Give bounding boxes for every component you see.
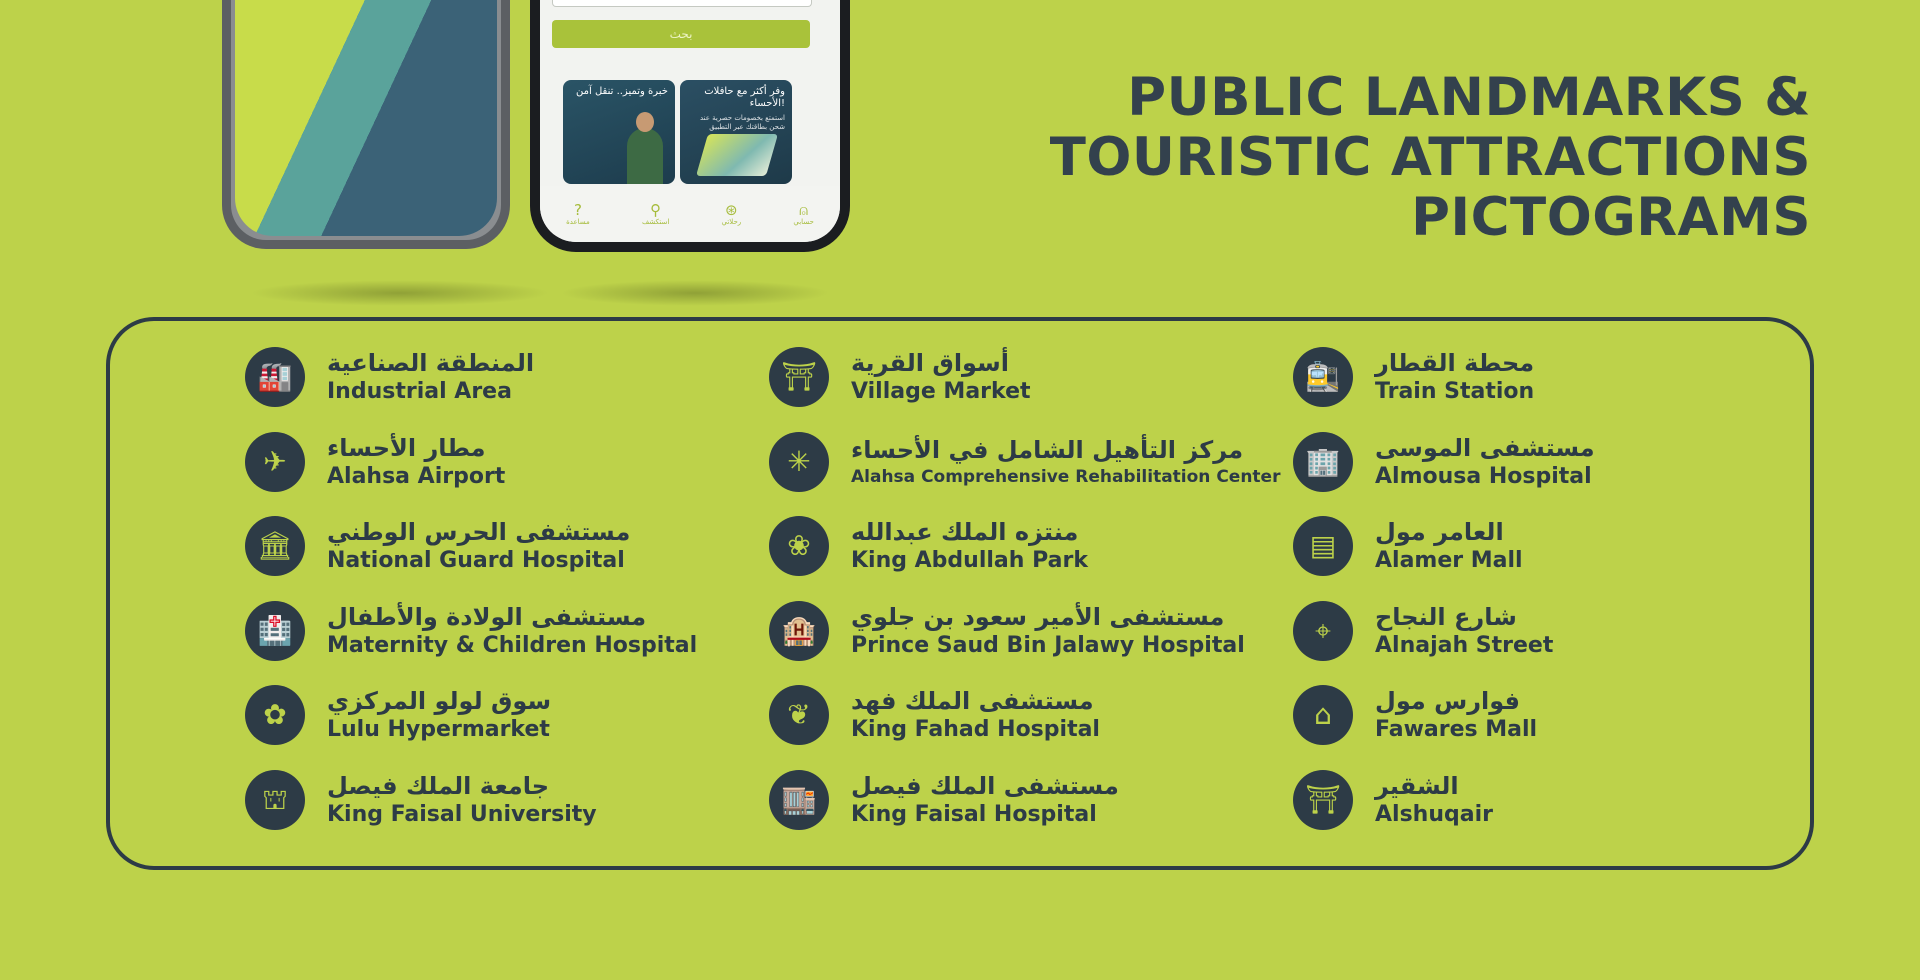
title-line-2: TOURISTIC ATTRACTIONS	[1049, 127, 1811, 188]
pictogram-labels	[1375, 517, 1523, 575]
pictogram-labels	[1375, 771, 1493, 829]
pictogram-label-arabic: شارع النجاح	[1375, 602, 1517, 631]
hospital-icon: 🏛	[245, 516, 305, 576]
pictogram-label-arabic: مستشفى الحرس الوطني	[327, 518, 631, 547]
hospital-wing-icon: 🏬	[769, 770, 829, 830]
help-icon: ?	[573, 201, 582, 219]
pictogram-label-english: King Faisal University	[327, 801, 597, 827]
promo-card-safety[interactable]	[563, 80, 675, 184]
promo-card-savings[interactable]	[680, 80, 792, 184]
pictogram-item	[769, 420, 1293, 505]
pictogram-labels	[1375, 433, 1595, 491]
pictogram-item	[769, 504, 1293, 589]
pictogram-labels	[1375, 602, 1553, 660]
pictogram-label-english: Prince Saud Bin Jalawy Hospital	[851, 632, 1245, 658]
app-tab-bar	[540, 186, 840, 242]
pictogram-label-english: Alahsa Comprehensive Rehabilitation Center	[851, 466, 1281, 487]
pictogram-label-english: King Fahad Hospital	[851, 717, 1100, 743]
pictogram-item	[1293, 504, 1773, 589]
train-station-icon: 🚉	[1293, 347, 1353, 407]
pictogram-label-arabic: مستشفى الملك فهد	[851, 687, 1094, 716]
factory-icon: 🏭	[245, 347, 305, 407]
pictogram-item	[245, 420, 769, 505]
tab-explore[interactable]	[642, 202, 669, 226]
phone-mockup-left	[222, 0, 510, 249]
pictogram-item	[769, 589, 1293, 674]
pictogram-label-english: Village Market	[851, 379, 1031, 405]
pictogram-label-english: Alamer Mall	[1375, 548, 1523, 574]
pictogram-label-arabic: مستشفى الموسى	[1375, 433, 1595, 462]
pictogram-panel	[106, 317, 1814, 870]
tab-label: استكشف	[642, 218, 670, 226]
tab-trips[interactable]	[722, 202, 742, 226]
promo-card-subtitle: استمتع بخصومات حصرية عند شحن بطاقتك عبر التطبيق	[699, 114, 785, 131]
pictogram-item	[1293, 758, 1773, 843]
airplane-icon: ✈	[245, 432, 305, 492]
pictogram-label-arabic: أسواق القرية	[851, 349, 1009, 378]
pictogram-labels	[851, 517, 1088, 575]
pictogram-label-arabic: مستشفى الملك فيصل	[851, 771, 1119, 800]
hospital-building-icon: 🏨	[769, 601, 829, 661]
pictogram-label-english: Lulu Hypermarket	[327, 717, 550, 743]
tab-label: رحلاتي	[721, 218, 742, 226]
pictogram-item	[1293, 673, 1773, 758]
pictogram-label-arabic: منتزه الملك عبدالله	[851, 518, 1079, 547]
title-line-1: PUBLIC LANDMARKS &	[1127, 67, 1811, 128]
pictogram-item	[245, 673, 769, 758]
pictogram-grid	[245, 335, 1770, 842]
driver-photo	[627, 128, 663, 184]
app-search-button[interactable]: بحث	[552, 20, 810, 48]
pictogram-item	[769, 673, 1293, 758]
page-title	[1050, 68, 1811, 248]
pictogram-labels	[851, 771, 1119, 829]
pictogram-item	[245, 504, 769, 589]
pictogram-label-english: Almousa Hospital	[1375, 463, 1592, 489]
street-pin-icon: ⌖	[1293, 601, 1353, 661]
pictogram-labels	[851, 686, 1100, 744]
pictogram-label-english: Fawares Mall	[1375, 717, 1538, 743]
pictogram-label-english: Alnajah Street	[1375, 632, 1554, 658]
pictogram-item	[769, 758, 1293, 843]
mall-icon: ▤	[1293, 516, 1353, 576]
pictogram-labels	[851, 435, 1280, 489]
arch-gate-icon: ⛩	[1293, 770, 1353, 830]
pictogram-item	[1293, 335, 1773, 420]
route-icon: ⊛	[725, 201, 738, 219]
pictogram-item	[1293, 589, 1773, 674]
park-icon: ❀	[769, 516, 829, 576]
pictogram-label-english: Train Station	[1375, 379, 1535, 405]
pictogram-item	[245, 335, 769, 420]
pictogram-labels	[327, 433, 505, 491]
palm-tree-icon: ✳	[769, 432, 829, 492]
pictogram-label-english: Maternity & Children Hospital	[327, 632, 698, 658]
pictogram-label-english: Industrial Area	[327, 379, 512, 405]
pictogram-label-arabic: سوق لولو المركزي	[327, 687, 552, 716]
pictogram-labels	[1375, 348, 1534, 406]
pictogram-label-arabic: مستشفى الأمير سعود بن جلوي	[851, 602, 1225, 631]
pictogram-label-english: King Abdullah Park	[851, 548, 1088, 574]
phone-shadow-left	[250, 280, 550, 306]
pictogram-label-arabic: المنطقة الصناعية	[327, 349, 535, 378]
tab-account[interactable]	[793, 202, 814, 226]
pictogram-item	[1293, 420, 1773, 505]
pictogram-label-english: Alshuqair	[1375, 801, 1493, 827]
pictogram-label-english: National Guard Hospital	[327, 548, 625, 574]
market-icon: ⛩	[769, 347, 829, 407]
pictogram-label-arabic: فوارس مول	[1375, 687, 1521, 716]
pictogram-labels	[1375, 686, 1537, 744]
promo-card-title: خبرة وتميز.. تنقل آمن	[576, 86, 668, 97]
pictogram-labels	[327, 517, 630, 575]
phone-mockup-right	[530, 0, 850, 252]
hospital-tower-icon: 🏢	[1293, 432, 1353, 492]
pictogram-labels	[327, 602, 697, 660]
promo-card-title: وفر أكثر مع حافلات الأحساء!	[704, 86, 785, 109]
pictogram-labels	[327, 771, 597, 829]
phone-side-button	[222, 60, 223, 110]
phone-wallpaper	[235, 0, 497, 236]
pictogram-labels	[851, 602, 1245, 660]
tab-label: حسابي	[793, 218, 814, 226]
maternity-hospital-icon: 🏥	[245, 601, 305, 661]
university-gate-icon: ⛫	[245, 770, 305, 830]
pictogram-label-arabic: مركز التأهيل الشامل في الأحساء	[851, 435, 1244, 464]
pictogram-label-arabic: العامر مول	[1375, 518, 1504, 547]
bus-card-image	[696, 134, 778, 176]
search-icon: ⚲	[650, 201, 662, 219]
title-line-3: PICTOGRAMS	[1411, 187, 1811, 248]
mall-canopy-icon: ⌂	[1293, 685, 1353, 745]
pictogram-label-arabic: محطة القطار	[1375, 349, 1535, 378]
user-icon: ⍝	[799, 201, 809, 219]
phone-shadow-right	[560, 280, 830, 306]
app-search-field[interactable]	[552, 0, 812, 7]
pictogram-label-arabic: مستشفى الولادة والأطفال	[327, 602, 647, 631]
lulu-icon: ✿	[245, 685, 305, 745]
pictogram-label-arabic: مطار الأحساء	[327, 433, 486, 462]
pictogram-label-arabic: جامعة الملك فيصل	[327, 771, 550, 800]
pictogram-label-arabic: الشقير	[1375, 771, 1459, 800]
pictogram-labels	[851, 348, 1031, 406]
pictogram-labels	[327, 348, 534, 406]
tab-label: مساعدة	[566, 218, 590, 226]
pictogram-item	[769, 335, 1293, 420]
pictogram-label-english: Alahsa Airport	[327, 463, 506, 489]
pictogram-item	[245, 758, 769, 843]
pictogram-label-english: King Faisal Hospital	[851, 801, 1097, 827]
leaf-emblem-icon: ❦	[769, 685, 829, 745]
pictogram-item	[245, 589, 769, 674]
tab-help[interactable]	[566, 202, 590, 226]
pictogram-labels	[327, 686, 551, 744]
